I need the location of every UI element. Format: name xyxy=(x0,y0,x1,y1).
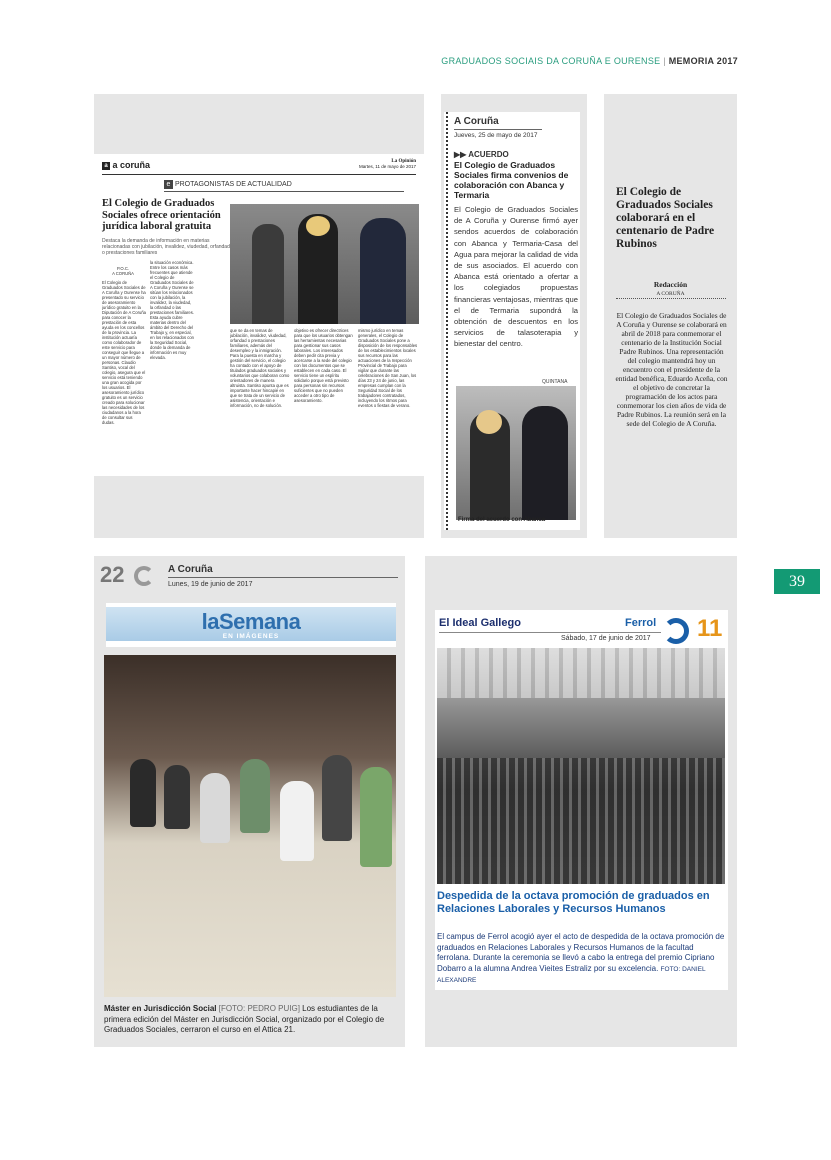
clip2-panel xyxy=(441,94,587,538)
clip3-body: El Colegio de Graduados Sociales de A Coruña y Ourense se colaborará en abril de 2018 para conmemorar el centenario de la Institución Social Padre Rubinos. Una representación del colegio mantendrá hoy un encuentro con el presidente de la entidad benéfica, Eduardo Aceña, con el objetivo de concretar la programación de los actos para conmemorar los cien años de vida de Padre Rubinos. La reunión será en la sede del Colegio de A Coruña. xyxy=(615,311,728,428)
clip5-headline: Despedida de la octava promoción de graduados en Relaciones Laborales y Recursos Humanos xyxy=(437,890,710,915)
clip2-tag: ▶▶ ACUERDO xyxy=(454,150,509,159)
divider xyxy=(439,632,661,633)
person-figure xyxy=(240,759,270,833)
clip2-body: El Colegio de Graduados Sociales de A Coruña y Ourense firmó ayer sendos acuerdos de colaboración con Abanca y Termaria-Casa del Agua para mejorar la calidad de vida de sus asociados. El acuerdo con Abanca está orientado a ofertar a los colegiados propuestas financieras ventajosas, mientras que el de Termaria supondrá la obtención de descuentos en los servicios de talasoterapia y bienestar del centro. xyxy=(454,205,578,349)
banner-subtitle: EN IMÁGENES xyxy=(222,633,280,640)
clip2-dotted-border xyxy=(446,112,450,530)
person-figure xyxy=(164,765,190,829)
clip5-body-text: El campus de Ferrol acogió ayer el acto de despedida de la octava promoción de graduados en Relaciones Laborales y Recursos Humanos de la facultad ferrolana. Durante la ceremonia se llevó a cabo la entrega del premio Cipriano Dobarro a la alumna Andrea Vieites Estraliz por su excelencia. xyxy=(437,932,725,973)
audience-rows xyxy=(437,758,725,884)
clip4-caption-title: Máster en Jurisdicción Social xyxy=(104,1004,217,1013)
header-org: GRADUADOS SOCIAIS DA CORUÑA E OURENSE xyxy=(441,56,661,66)
person-figure xyxy=(322,755,352,841)
ring-logo-icon xyxy=(663,618,689,644)
person-hair xyxy=(476,410,502,434)
clip5-paper: El Ideal Gallego xyxy=(439,617,521,629)
clip2-section: A Coruña xyxy=(454,116,499,127)
clip4-panel xyxy=(94,556,405,1047)
ceiling-lights xyxy=(437,648,725,698)
fast-forward-icon: ▶▶ xyxy=(454,150,467,159)
clip1-col2: la situación económica. Entre los casos más frecuentes que atiende el Colegio de Graduados Sociales de A Coruña y Ourense se sitúan los relacionados con la jubilación, la invalidez, la viudedad, la orfandad o las prestaciones familiares. Esta ayuda cubre materias dentro del ámbito del Derecho del Trabajo y, en especial, en los relacionados con la Seguridad Social, donde la demanda de información es muy elevada. xyxy=(150,260,194,360)
clip1-col1: El Colegio de Graduados Sociales de A Coruña y Ourense ha presentado su servicio de asesoramiento jurídico gratuito en la Diputación de A Coruña para conocer la prestación de esta ayuda en los concellos de la provincia. La institución actuaría como colaborador de este servicio para conseguir que llegue a un mayor número de personas. Claudio Santiso, vocal del colegio, asegura que el servicio está teniendo una gran acogida por los usuarios. El asesoramiento jurídico gratuito es un servicio creado para solucionar las necesidades de los ciudadanos a la hora de consultar sus dudas. xyxy=(102,280,146,425)
person-figure xyxy=(360,218,406,324)
clip1-logo: a a coruña xyxy=(102,160,150,170)
clip1-article xyxy=(94,154,424,476)
banner-title: laSemana xyxy=(201,609,301,634)
person-figure xyxy=(200,773,230,843)
clip2-headline: El Colegio de Graduados Sociales firma convenios de colaboración con Abanca y Termaria xyxy=(454,160,569,200)
clip1-panel xyxy=(94,94,424,538)
divider xyxy=(168,577,398,578)
clip4-caption-credit: [FOTO: PEDRO PUIG] xyxy=(218,1004,300,1013)
clip3-author: Redacción xyxy=(653,280,688,289)
header-memoria: MEMORIA 2017 xyxy=(668,56,738,66)
clip5-body xyxy=(437,932,727,987)
clip4-date: Lunes, 19 de junio de 2017 xyxy=(168,581,253,588)
person-figure xyxy=(252,224,284,324)
clip4-caption xyxy=(104,1004,396,1036)
clip4-banner xyxy=(106,603,396,647)
clip5-credit: FOTO: DANIEL ALEXANDRE xyxy=(437,965,706,985)
clip5-panel xyxy=(425,556,737,1047)
clip1-masthead xyxy=(359,159,416,169)
person-figure xyxy=(360,767,392,867)
clip5-photo xyxy=(437,648,725,884)
clip1-date: Martes, 11 de mayo de 2017 xyxy=(359,164,416,169)
clip3-panel xyxy=(604,94,737,538)
clip3-place: A CORUÑA xyxy=(656,291,685,297)
clip1-logo-mark: a xyxy=(102,162,110,170)
clip2-photo xyxy=(456,386,576,520)
clip5-page: 11 xyxy=(697,615,723,642)
clip5-article xyxy=(435,610,728,990)
clip1-paper: La Opinión xyxy=(391,159,416,164)
page-number: 39 xyxy=(774,569,820,594)
clip1-photo xyxy=(230,204,419,324)
clip5-section: Ferrol xyxy=(625,617,657,629)
clip4-caption-text: Los estudiantes de la primera edición del Máster en Jurisdicción Social, organizado por el Colegio de Graduados Sociales, cerraron el curso en el Attica 21. xyxy=(104,1004,385,1034)
clip1-byline: P.O.C. A CORUÑA xyxy=(112,266,134,276)
page-header: GRADUADOS SOCIAIS DA CORUÑA E OURENSE | MEMORIA 2017 xyxy=(441,56,738,66)
person-figure xyxy=(130,759,156,827)
divider xyxy=(164,191,404,192)
clip2-article xyxy=(444,112,580,530)
clip2-credit: QUINTANA xyxy=(542,379,568,385)
clip2-caption: Firma del acuerdo con Abanca xyxy=(458,517,546,523)
clip1-subhead: Destaca la demanda de información en materias relacionadas con jubilación, invalidez, viudedad, orfandad o prestaciones familiares xyxy=(102,238,230,256)
clip1-col5: mismo jurídico en temas generales, el Colegio de Graduados Sociales pone a disposición de los responsables de los establecimientos locales sus recursos para las actuaciones de la Inspección Provincial de Trabajo para vigilar que durante las celebraciones de San Juan, los días 23 y 24 de junio, las empresas cumplan con la Seguridad Social de los trabajadores contratados, incluyendo los ritmos para eventos o fiestas de verano. xyxy=(358,328,418,408)
clip1-section-icon: e xyxy=(164,180,173,189)
clip4-section: A Coruña xyxy=(168,564,213,575)
clip4-photo xyxy=(104,655,396,997)
divider xyxy=(616,298,726,299)
divider xyxy=(454,129,542,130)
divider xyxy=(102,174,416,175)
person-figure xyxy=(522,406,568,520)
person-figure xyxy=(280,781,314,861)
clip4-page: 22 xyxy=(100,562,125,587)
person-hair xyxy=(306,216,330,236)
clip3-headline: El Colegio de Graduados Sociales colaborará en el centenario de Padre Rubinos xyxy=(616,186,715,250)
clip1-col3: que se da en temas de jubilación, invalidez, viudedad, orfandad o prestaciones familiares, además del desempleo y la inmigración. Para la puesta en marcha y gestión del servicio, el colegio ha contado con el apoyo de titulados graduados sociales y voluntarios que colaboran como orientadores de manera altruista. Santiso apunta que es importante hacer hincapié en que se trata de un servicio de asistencia, orientación e información, no de solución. xyxy=(230,328,290,408)
clip1-col4: objetivo es ofrecer directrices para que los usuarios obtengan las herramientas necesarias para gestionar sus casos laborales. Los interesados deben pedir cita previa y acercarse a la sede del colegio con los documentos que se establecen en cada caso. El servicio tiene un espíritu solidario porque está previsto para personas sin recursos suficientes que no pueden acceder a otro tipo de asesoramiento. xyxy=(294,328,353,403)
clip2-date: Jueves, 25 de mayo de 2017 xyxy=(454,132,538,139)
ring-logo-icon xyxy=(134,566,154,586)
clip1-headline: El Colegio de Graduados Sociales ofrece orientación jurídica laboral gratuita xyxy=(102,198,221,232)
clip1-section: e PROTAGONISTAS DE ACTUALIDAD xyxy=(164,180,292,189)
clip5-date: Sábado, 17 de junio de 2017 xyxy=(561,635,651,642)
